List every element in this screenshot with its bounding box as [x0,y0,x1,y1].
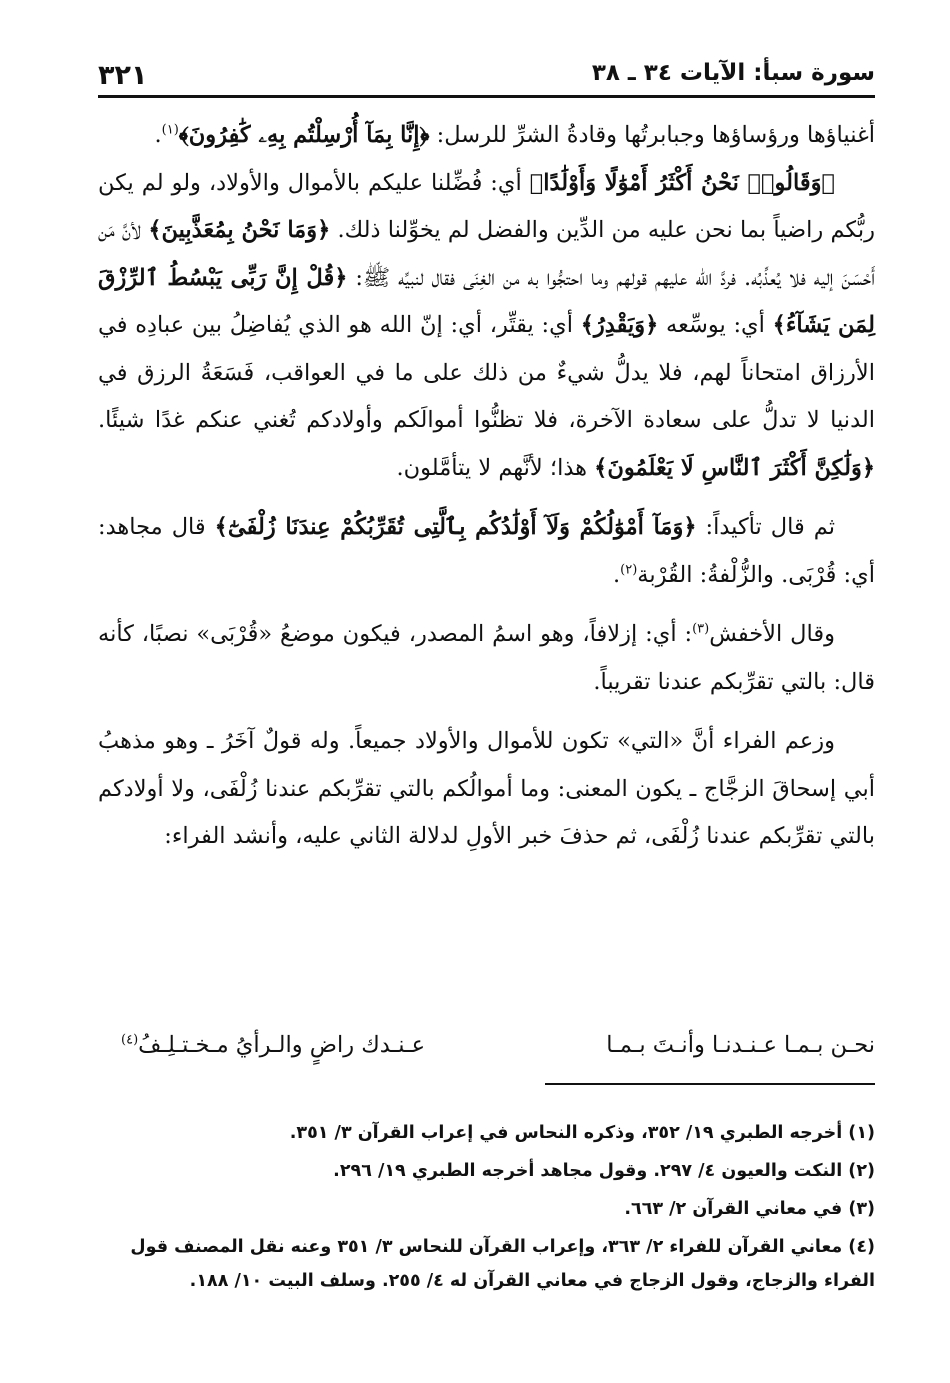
quran-quote: ﴿وَمَا نَحْنُ بِمُعَذَّبِينَ﴾ [148,217,331,243]
paragraph: ثم قال تأكيداً: ﴿وَمَآ أَمْوَٰلُكُمْ وَلَآ أَوْلَٰدُكُم بِٱلَّتِى تُقَرِّبُكُمْ عِندَنَا زُلْفَىٰٓ﴾ قال مجاهد: أي: قُرْبَى. والزُّلْفةُ: القُرْبة$^{(٢)}$. [98,514,875,588]
running-header [98,52,875,98]
quran-quote: ﴿وَقَالُوا۟ نَحْنُ أَكْثَرُ أَمْوَٰلًا وَأَوْلَٰدًا﴾ [529,169,835,196]
verse-first-hemistich: نحـن بـمـا عـنـدنـا وأنـتَ بـمـا [606,1032,875,1058]
footnote: (١) أخرجه الطبري ١٩/ ٣٥٢، وذكره النحاس في إعراب القرآن ٣/ ٣٥١. [289,1123,875,1143]
footnote-ref: (٣) [692,621,710,637]
main-text [98,112,875,861]
quran-quote: ﴿وَلَٰكِنَّ أَكْثَرَ ٱلنَّاسِ لَا يَعْلَمُونَ﴾ [594,454,875,481]
quran-quote: ﴿قُلْ إِنَّ رَبِّى يَبْسُطُ ٱلرِّزْقَ لِمَن يَشَآءُ﴾ [98,264,876,338]
footnote: (٣) في معاني القرآن ٢/ ٦٦٣. [624,1199,875,1219]
footnote-ref: (٢) [620,562,638,577]
surah-title: سورة سبأ: الآيات ٣٤ ـ ٣٨ [591,60,875,86]
header-rule [98,95,875,98]
paragraph: وقال الأخفش$^{(٣)}$: أي: إزلافاً، وهو اسمُ المصدر، فيكون موضعُ «قُرْبَى» نصبًا، كأنه قال: بالتي تقرِّبكم عندنا تقريباً. [98,621,875,695]
footnote-ref: (١) [161,122,179,138]
footnotes [98,1116,875,1302]
footnote-separator [545,1083,875,1085]
quran-quote: ﴿وَيَقْدِرُ﴾ [580,312,659,338]
quran-quote: ﴿إِنَّا بِمَآ أُرْسِلْتُم بِهِۦ كَٰفِرُونَ﴾ [178,122,430,148]
paragraph: ﴿وَقَالُوا۟ نَحْنُ أَكْثَرُ أَمْوَٰلًا وَأَوْلَٰدًا﴾ أي: فُضِّلنا عليكم بالأموال والأولاد، ولو لم يكن ربُّكم راضياً بما نحن عليه من الدِّين والفضل لم يخوِّلنا ذلك. ﴿وَمَا نَحْنُ بِمُعَذَّبِينَ﴾ لأنَّ مَن أَحْسَنَ إليه فلا يُعذِّبُه. فردَّ الله عليهم قولهم وما احتجُّوا به من الغِنَى فقال لنبيِّه ﷺ: ﴿قُلْ إِنَّ رَبِّى يَبْسُطُ ٱلرِّزْقَ لِمَن يَشَآءُ﴾ أي: يوسِّعه ﴿وَيَقْدِرُ﴾ أي: يقتِّر، أي: إنّ الله هو الذي يُفاضِلُ بين عبادِه في الأرزاق امتحاناً لهم، فلا يدلُّ شيءٌ من ذلك على ما في العواقب، فَسَعَةُ الرزق في الدنيا لا تدلُّ على سعادة الآخرة، فلا تظنُّوا أموالَكم وأولادكم تُغني عنكم غدًا شيئًا. ﴿وَلَٰكِنَّ أَكْثَرَ ٱلنَّاسِ لَا يَعْلَمُونَ﴾ هذا؛ لأنَّهم لا يتأمَّلون. [98,169,876,481]
footnote: (٤) معاني القرآن للفراء ٢/ ٣٦٣، وإعراب القرآن للنحاس ٣/ ٣٥١ وعنه نقل المصنف قول الفراء والزجاج، وقول الزجاج في معاني القرآن له ٤/ ٢٥٥. وسلف البيت ١٠/ ١٨٨. [130,1237,875,1291]
quran-quote: ﴿وَمَآ أَمْوَٰلُكُمْ وَلَآ أَوْلَٰدُكُم بِٱلَّتِى تُقَرِّبُكُمْ عِندَنَا زُلْفَىٰٓ﴾ [214,514,697,540]
poetry-verse [98,1022,875,1072]
verse-second-hemistich: عـنـدك راضٍ والـرأيُ مـخـتـلِـفُ$^{(٤)}$ [121,1032,425,1058]
page-number: ٣٢١ [98,60,148,91]
footnote: (٢) النكت والعيون ٤/ ٢٩٧. وقول مجاهد أخرجه الطبري ١٩/ ٢٩٦. [333,1161,875,1181]
paragraph: وزعم الفراء أنَّ «التي» تكون للأموال والأولاد جميعاً. وله قولٌ آخَرُ ـ وهو مذهبُ أبي إسحاقَ الزجَّاج ـ يكون المعنى: وما أموالُكم بالتي تقرِّبكم عندنا زُلْفَى، ولا أولادكم بالتي تقرِّبكم عندنا زُلْفَى، ثم حذفَ خبر الأولِ لدلالة الثاني عليه، وأنشد الفراء: [98,728,875,849]
footnote-ref: (٤) [121,1032,139,1048]
paragraph: أغنياؤها ورؤساؤها وجبابرتُها وقادةُ الشرِّ للرسل: ﴿إِنَّا بِمَآ أُرْسِلْتُم بِهِۦ كَٰفِرُونَ﴾$^{(١)}$. [154,122,875,148]
